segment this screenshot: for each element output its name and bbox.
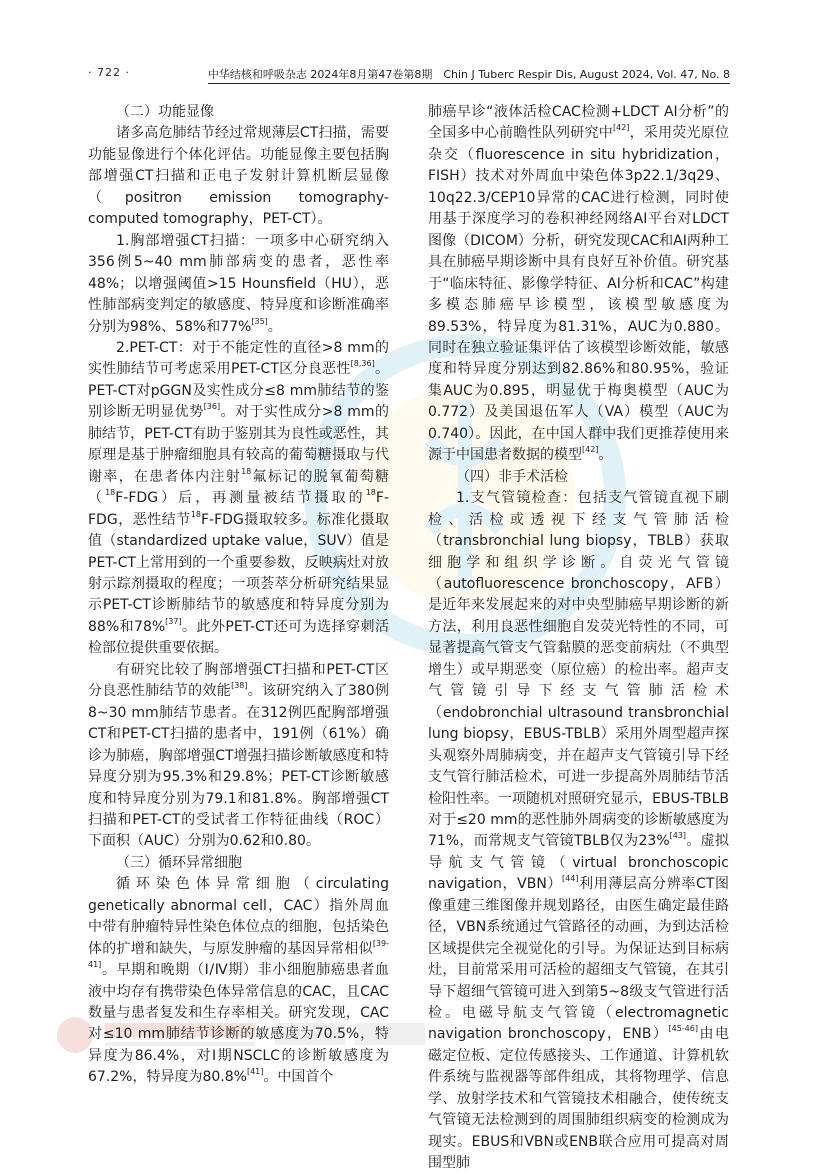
text-run: 。此外PET-CT还可为选择穿刺活检部位提供重要依据。: [88, 618, 390, 657]
text-run: 。该研究纳入了380例8~30 mm肺结节患者。在312例匹配胸部增强CT和PET-CT扫描的患者中，191例（61%）确诊为肺癌，胸部增强CT增强扫描诊断敏感度和特异度分别为95.3%和29.8%；PET-CT诊断敏感度和特异度分别为79.1和81.8%。胸部增强CT扫描和PET-CT的受试者工作特征曲线（ROC）下面积（AUC）分别为0.62和0.80。: [88, 683, 389, 850]
text-run: 。: [598, 447, 613, 464]
text-run: （四）非手术活检: [456, 468, 568, 485]
text-run: 1.胸部增强CT扫描：一项多中心研究纳入356例5~40 mm肺部病变的患者，恶性率48%；以增强阈值>15 Hounsfield（HU），恶性肺部病变判定的敏感度、特异度和诊断准确率分别为98%、58%和77%: [88, 232, 389, 335]
text-run: F-FDG摄取较多。标准化摄取值（standardized uptake value，SUV）值是PET-CT上常用到的一个重要参数，反映病灶对放射示踪剂摄取的程度；一项荟萃分析研究结果显示PET-CT诊断肺结节的敏感度和特异度分别为88%和78%: [88, 511, 389, 635]
text-run: 。中国首个: [263, 1069, 334, 1086]
text-run: 1.支气管镜检查：包括支气管镜直视下刷检、活检或透视下经支气管肺活检（transbronchial lung biopsy，TBLB）获取细胞学和组织学诊断。自荧光气管镜（autofluorescence bronchoscopy，AFB）是近年来发展起来的对中央型肺癌早期诊断的新方法，利用良恶性细胞自发荧光特性的不同，可显著提高气管支气管黏膜的恶变前病灶（不典型增生）或早期恶变（原位癌）的检出率。超声支气管镜引导下经支气管肺活检术（endobronchial ultrasound transbronchial lung biopsy，EBUS-TBLB）采用外周型超声探头观察外周肺病变，并在超声支气管镜引导下经支气管行肺活检术，可进一步提高外周肺结节活检阳性率。一项随机对照研究显示，EBUS-TBLB对于≤20 mm的恶性肺外周病变的诊断敏感度为71%，而常规支气管镜TBLB仅为23%: [428, 490, 729, 850]
body-paragraph: [88, 660, 389, 853]
text-run: 。: [267, 318, 282, 335]
citation-ref: 18: [241, 466, 252, 476]
text-run: 利用薄层高分辨率CT图像重建三维图像并规划路径，由医生确定最佳路径，VBN系统通过气管路径的动画，为到达活检区域提供完全视觉化的引导。为保证达到目标病灶，目前常采用可活检的超细支气管镜，在其引导下超细气管镜可进入到第5~8级支气管进行活检。电磁导航支气管镜（electromagnetic navigation bronchoscopy，ENB）: [428, 876, 729, 1043]
text-run: F-FDG，恶性结节: [88, 490, 389, 528]
left-column: [88, 102, 389, 1089]
text-run: 氟标记的脱氧葡萄糖（: [88, 468, 390, 507]
text-run: 。PET-CT对pGGN及实性成分≤8 mm肺结节的鉴别诊断无明显优势: [88, 361, 389, 421]
citation-ref: [44]: [562, 874, 579, 884]
citation-ref: [41]: [246, 1067, 264, 1077]
citation-ref: [37]: [165, 616, 182, 626]
journal-citation: 中华结核和呼吸杂志 2024年8月第47卷第8期 Chin J Tuberc Respir Dis, August 2024, Vol. 47, No. 8: [208, 66, 730, 84]
text-run: 诸多高危肺结节经过常规薄层CT扫描，需要功能显像进行个体化评估。功能显像主要包括胸部增强CT扫描和正电子发射计算机断层显像（positron emission tomography-computed tomography，PET-CT）。: [88, 125, 389, 228]
text-run: 。早期和晚期（Ⅰ/Ⅳ期）非小细胞肺癌患者血液中均存有携带染色体异常信息的CAC，且CAC数量与患者复发和生存率相关。研究发现，CAC对≤10 mm肺结节诊断的敏感度为70.5%，特异度为86.4%，对Ⅰ期NSCLC的诊断敏感度为67.2%，特异度为80.8%: [88, 962, 389, 1086]
body-paragraph: [88, 874, 389, 1089]
citation-ref: [35]: [251, 316, 268, 326]
citation-ref: [45-46]: [668, 1024, 698, 1034]
body-paragraph: [88, 231, 389, 338]
body-paragraph: [428, 102, 729, 467]
section-heading: [88, 853, 389, 874]
citation-ref: 18: [105, 488, 116, 498]
citation-ref: [42]: [612, 123, 630, 133]
running-header: [88, 66, 730, 84]
citation-ref: [36]: [203, 402, 221, 412]
body-paragraph: [88, 123, 389, 230]
citation-ref: [43]: [669, 831, 687, 841]
right-column: [428, 102, 729, 1175]
citation-ref: 18: [190, 509, 201, 519]
citation-ref: [38]: [231, 681, 248, 691]
text-run: 有研究比较了胸部增强CT扫描和PET-CT区分良恶性肺结节的效能: [88, 661, 389, 700]
section-heading: [88, 102, 389, 123]
citation-ref: [8,36]: [350, 359, 375, 369]
body-paragraph: [428, 488, 729, 1175]
text-run: 肺癌早诊“液体活检CAC检测+LDCT AI分析”的全国多中心前瞻性队列研究中: [428, 104, 729, 142]
text-run: （三）循环异常细胞: [116, 854, 242, 871]
text-run: 。虚拟导航支气管镜（virtual bronchoscopic navigation，VBN）: [428, 833, 730, 893]
citation-ref: [39-41]: [88, 938, 389, 970]
text-run: 由电磁定位板、定位传感接头、工作通道、计算机软件系统与监视器等部件组成，其将物理学、信息学、放射学技术和气管镜技术相融合，使传统支气管镜无法检测到的周围肺组织病变的检测成为现实。EBUS和VBN或ENB联合应用可提高对周围型肺: [428, 1026, 730, 1172]
section-heading: [428, 467, 729, 488]
page-number: · 722 ·: [88, 66, 130, 79]
citation-ref: [42]: [582, 445, 599, 455]
text-run: ，采用荧光原位杂交（fluorescence in situ hybridization，FISH）技术对外周血中染色体3p22.1/3q29、10q22.3/CEP10异常的CAC进行检测，同时使用基于深度学习的卷积神经网络AI平台对LDCT图像（DICOM）分析，研究发现CAC和AI两种工具在肺癌早期诊断中具有良好互补价值。研究基于“临床特征、影像学特征、AI分析和CAC”构建多模态肺癌早诊模型，该模型敏感度为89.53%，特异度为81.31%，AUC为0.880。同时在独立验证集评估了该模型诊断效能，敏感度和特异度分别达到82.86%和80.95%，验证集AUC为0.895，明显优于梅奥模型（AUC为0.772）及美国退伍军人（VA）模型（AUC为0.740）。因此，在中国人群中我们更推荐使用来源于中国患者数据的模型: [428, 125, 730, 464]
body-paragraph: [88, 338, 389, 660]
text-run: F-FDG）后，再测量被结节摄取的: [115, 490, 366, 507]
text-run: 2.PET-CT：对于不能定性的直径>8 mm的实性肺结节可考虑采用PET-CT区分良恶性: [88, 339, 389, 378]
text-run: （二）功能显像: [116, 104, 214, 120]
citation-ref: 18: [365, 488, 376, 498]
text-run: 循环染色体异常细胞（circulating genetically abnormal cell，CAC）指外周血中带有肿瘤特异性染色体位点的细胞，包括染色体的扩增和缺失，与原发肿瘤的基因异常相似: [88, 876, 389, 957]
text-run: 。对于实性成分>8 mm的肺结节，PET-CT有助于鉴别其为良性或恶性，其原理是基于肿瘤细胞具有较高的葡萄糖摄取与代谢率，在患者体内注射: [88, 404, 389, 485]
